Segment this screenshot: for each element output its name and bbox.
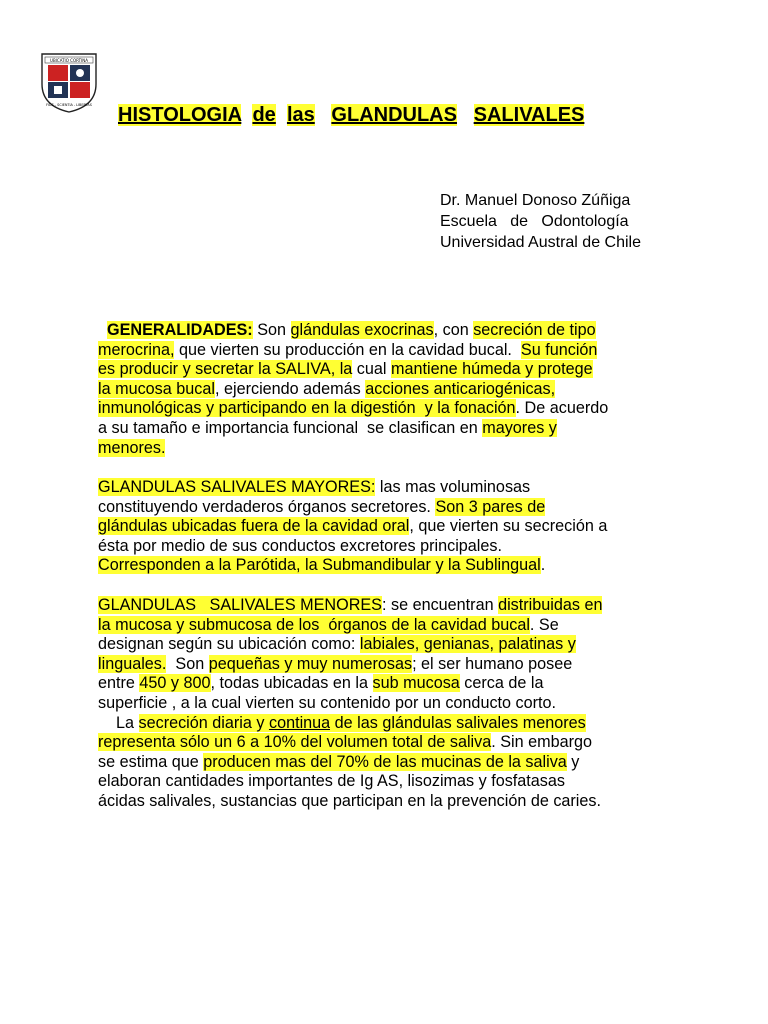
highlight: merocrina, xyxy=(98,340,175,359)
highlight: sub mucosa xyxy=(372,674,460,693)
highlight: 450 y 800 xyxy=(139,674,211,693)
text-line xyxy=(98,360,608,380)
highlight: representa sólo un 6 a 10% del volumen total de saliva xyxy=(98,733,492,752)
text: superficie , a la cual vierten su contenido por un conducto corto. xyxy=(98,693,557,712)
text: elaboran cantidades importantes de Ig AS, lisozimas y fosfatasas xyxy=(98,772,565,791)
text-line xyxy=(98,616,602,636)
text: que vierten su producción en la cavidad bucal. xyxy=(174,340,521,359)
text-line xyxy=(98,792,602,812)
text: , con xyxy=(433,321,474,339)
author-name: Dr. Manuel Donoso Zúñiga xyxy=(440,192,631,209)
text: las mas voluminosas xyxy=(375,478,531,496)
paragraph-mayores xyxy=(98,478,607,576)
text-line xyxy=(98,772,602,792)
text: entre xyxy=(98,674,140,693)
text: . xyxy=(540,556,546,575)
text: . Se xyxy=(529,615,559,634)
highlight: mantiene húmeda y protege xyxy=(391,360,593,379)
text-line xyxy=(98,694,602,714)
text: . De acuerdo xyxy=(515,399,609,418)
heading-generalidades: GENERALIDADES: xyxy=(107,321,253,339)
text-line xyxy=(98,753,602,773)
paragraph-menores xyxy=(98,596,602,812)
university-emblem xyxy=(36,50,102,114)
highlight: glándulas ubicadas fuera de la cavidad oral xyxy=(98,517,410,536)
title-word: de xyxy=(252,104,276,126)
text: , todas ubicadas en la xyxy=(210,674,373,693)
highlight: Corresponden a la Parótida, la Submandibular y la Sublingual xyxy=(98,556,541,575)
highlight: secreción diaria y xyxy=(138,713,269,732)
title-word: SALIVALES xyxy=(473,104,585,126)
text: ; el ser humano posee xyxy=(412,654,573,673)
text: y xyxy=(566,752,580,771)
highlight: distribuidas en xyxy=(498,596,603,614)
heading-menores: GLANDULAS SALIVALES MENORES xyxy=(98,596,382,614)
text: Son xyxy=(166,654,209,673)
text: , que vierten su secreción a xyxy=(409,517,608,536)
text: cual xyxy=(352,360,392,379)
text-line xyxy=(98,419,608,439)
text: constituyendo verdaderos órganos secretores. xyxy=(98,497,436,516)
text: : se encuentran xyxy=(381,596,499,614)
highlight: secreción de tipo xyxy=(473,321,596,339)
highlight: Su función xyxy=(520,340,598,359)
highlight: de las glándulas salivales menores xyxy=(330,713,586,732)
highlight: la mucosa bucal xyxy=(98,379,215,398)
highlight: pequeñas y muy numerosas xyxy=(208,654,413,673)
author-school: Escuela de Odontología xyxy=(440,213,629,230)
emblem-bottom-text: FIDE - SCIENTIA - LIBERTAS xyxy=(46,103,92,107)
text-line xyxy=(98,537,607,557)
highlight: producen mas del 70% de las mucinas de la saliva xyxy=(203,752,567,771)
author-university: Universidad Austral de Chile xyxy=(440,234,641,251)
title-word: GLANDULAS xyxy=(331,104,457,126)
highlight-underlined: continua xyxy=(268,713,331,732)
title-word: HISTOLOGIA xyxy=(118,104,242,126)
text-line xyxy=(98,556,607,576)
text-line xyxy=(98,517,607,537)
highlight: glándulas exocrinas xyxy=(290,321,434,339)
text: , ejerciendo además xyxy=(214,379,366,398)
highlight: la mucosa y submucosa de los órganos de la cavidad bucal xyxy=(98,615,530,634)
text-line xyxy=(98,655,602,675)
text: La xyxy=(98,713,139,732)
text-line xyxy=(98,341,608,361)
text-line xyxy=(98,399,608,419)
text-line xyxy=(98,714,602,734)
text: ésta por medio de sus conductos excretores principales. xyxy=(98,536,502,555)
text-line xyxy=(98,321,608,341)
highlight: Son 3 pares de xyxy=(435,497,546,516)
highlight: inmunológicas y participando en la digestión y la fonación xyxy=(98,399,516,418)
title-word: las xyxy=(286,104,315,126)
text: cerca de la xyxy=(459,674,544,693)
text-line xyxy=(98,439,608,459)
text: designan según su ubicación como: xyxy=(98,635,360,654)
text xyxy=(98,321,107,339)
highlight: es producir y secretar la SALIVA, la xyxy=(98,360,353,379)
text-line xyxy=(98,596,602,616)
text-line xyxy=(98,674,602,694)
text-line xyxy=(98,380,608,400)
page-title xyxy=(118,104,584,127)
highlight: mayores y xyxy=(482,418,557,437)
text: a su tamaño e importancia funcional se clasifican en xyxy=(98,418,483,437)
heading-mayores: GLANDULAS SALIVALES MAYORES: xyxy=(98,478,376,496)
author-block xyxy=(440,190,641,253)
text-line xyxy=(98,498,607,518)
highlight: menores. xyxy=(98,438,166,457)
highlight: linguales. xyxy=(98,654,167,673)
emblem-top-text: UBICATIO CORTINA xyxy=(50,58,88,63)
text: se estima que xyxy=(98,752,204,771)
text-line xyxy=(98,635,602,655)
text-line xyxy=(98,478,607,498)
text: . Sin embargo xyxy=(491,733,593,752)
highlight: acciones anticariogénicas, xyxy=(365,379,556,398)
paragraph-generalidades xyxy=(98,321,608,458)
text-line xyxy=(98,733,602,753)
highlight: labiales, genianas, palatinas y xyxy=(359,635,576,654)
text: Son xyxy=(252,321,291,339)
text: ácidas salivales, sustancias que participan en la prevención de caries. xyxy=(98,791,601,810)
